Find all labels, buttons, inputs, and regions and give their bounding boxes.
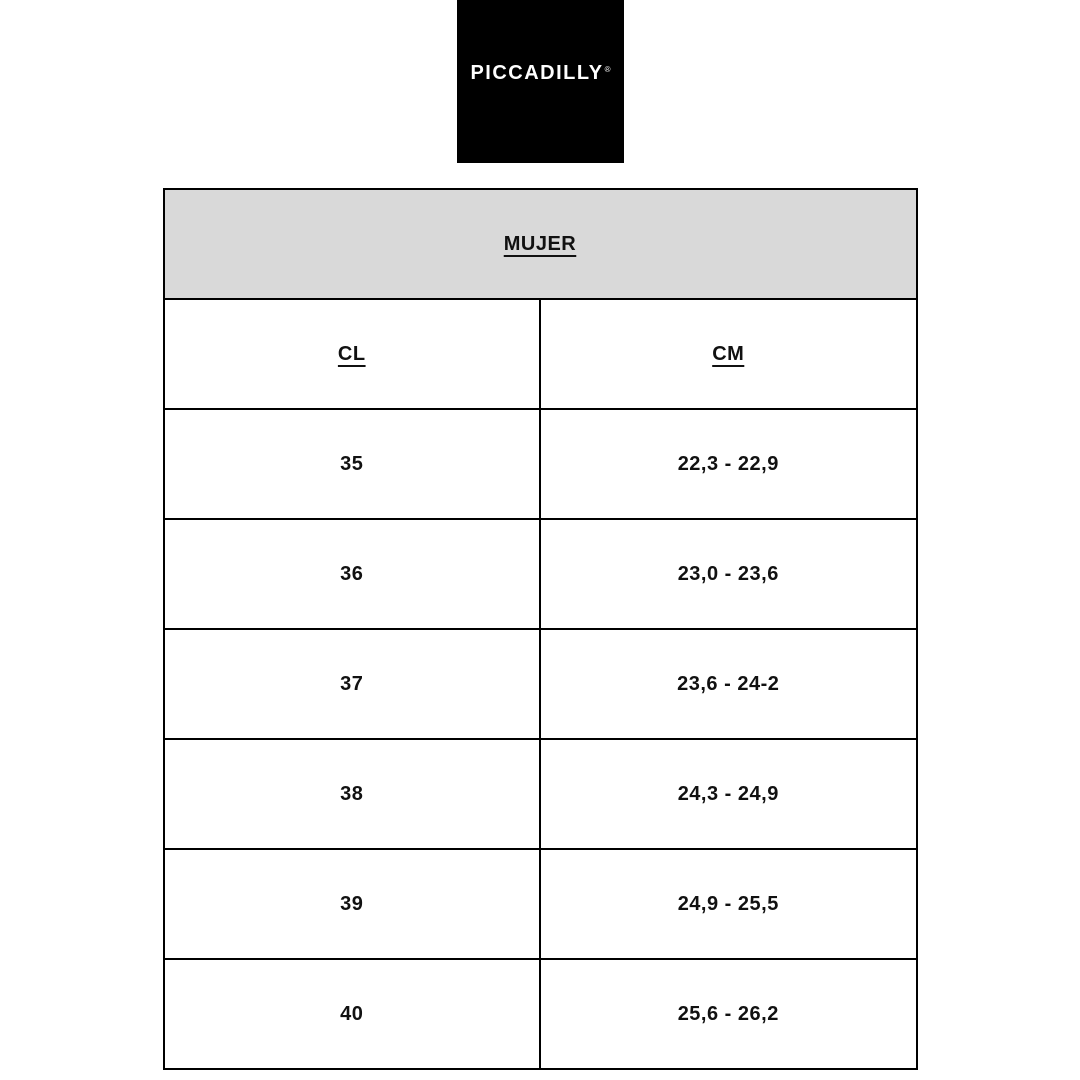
brand-logo [457, 0, 624, 163]
table-row [164, 739, 917, 849]
table-row [164, 519, 917, 629]
column-header-row [164, 299, 917, 409]
column-header-cl-label: CL [337, 342, 366, 365]
cell-cl: 36 [164, 519, 541, 629]
table-row [164, 409, 917, 519]
cell-cl: 38 [164, 739, 541, 849]
cell-cl: 40 [164, 959, 541, 1069]
cell-cm: 24,3 - 24,9 [540, 739, 917, 849]
cell-cl: 37 [164, 629, 541, 739]
table-title-row [164, 189, 917, 299]
table-row [164, 849, 917, 959]
table-row [164, 959, 917, 1069]
column-header-cl [164, 299, 541, 409]
column-header-cm-label: CM [712, 342, 745, 365]
cell-cl: 39 [164, 849, 541, 959]
table-row [164, 629, 917, 739]
cell-cl: 35 [164, 409, 541, 519]
brand-name: PICCADILLY [470, 62, 604, 84]
registered-trademark-icon: ® [604, 65, 611, 74]
table-title-cell [164, 189, 917, 299]
cell-cm: 23,0 - 23,6 [540, 519, 917, 629]
cell-cm: 22,3 - 22,9 [540, 409, 917, 519]
cell-cm: 23,6 - 24-2 [540, 629, 917, 739]
size-table [163, 188, 918, 1070]
table-title: MUJER [503, 232, 577, 255]
cell-cm: 24,9 - 25,5 [540, 849, 917, 959]
cell-cm: 25,6 - 26,2 [540, 959, 917, 1069]
brand-logo-text [470, 62, 609, 85]
column-header-cm [540, 299, 917, 409]
